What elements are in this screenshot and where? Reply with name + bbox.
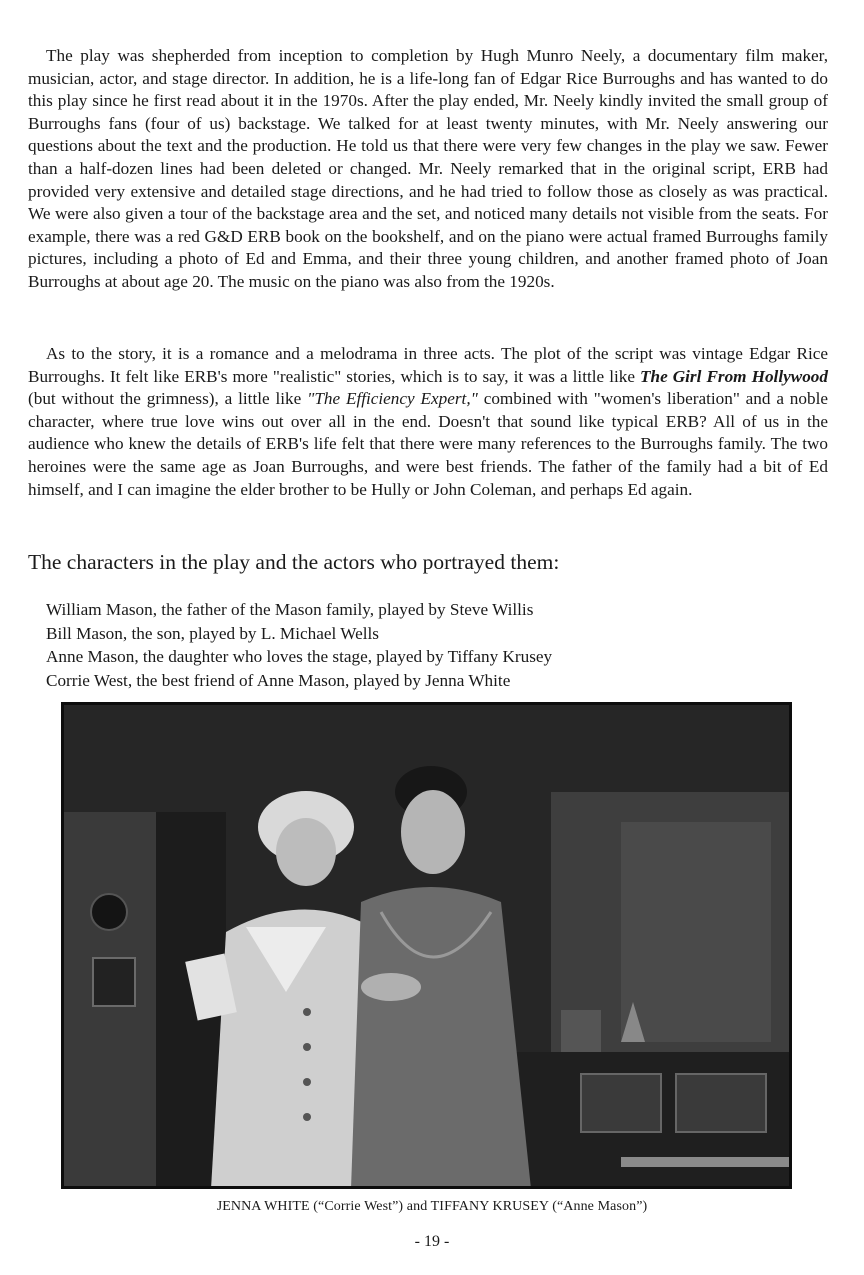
paragraph-production <box>28 45 828 294</box>
cast-item-anne-mason: Anne Mason, the daughter who loves the stage, played by Tiffany Krusey <box>46 647 553 666</box>
paragraph-production-text: The play was shepherded from inception to completion by Hugh Munro Neely, a documentary film maker, musician, actor, and stage director. In addition, he is a life-long fan of Edgar Rice Burroughs and has wanted to do this play since he first read about it in the 1970s. After the play ended, Mr. Neely kindly invited the small group of Burroughs fans (four of us) backstage. We talked for at least twenty minutes, with Mr. Neely answering our questions about the text and the production. He told us that there were very few changes in the play we saw. Fewer than a half-dozen lines had been deleted or changed. Mr. Neely remarked that in the original script, ERB had provided very extensive and detailed stage directions, and he had tried to follow those as closely as was practical. We were also given a tour of the backstage area and the set, and noticed many details not visible from the seats. For example, there was a red G&D ERB book on the bookshelf, and on the piano were actual framed Burroughs family pictures, including a photo of Ed and Emma, and their three young children, and another framed photo of Joan Burroughs at about age 20. The music on the piano was also from the 1920s. <box>28 46 828 291</box>
paragraph-story-text-1: As to the story, it is a romance and a melodrama in three acts. The plot of the script was vintage Edgar Rice Burroughs. It felt like ERB's more "realistic" stories, which is to say, it was a little like <box>28 344 828 386</box>
book-title-girl-from-hollywood: The Girl From Hollywood <box>640 366 828 386</box>
paragraph-story <box>28 343 828 501</box>
production-photo <box>61 702 792 1189</box>
cast-item-corrie-west: Corrie West, the best friend of Anne Mason, played by Jenna White <box>46 670 511 690</box>
production-photo-illustration <box>61 702 792 1189</box>
cast-item-william-mason: William Mason, the father of the Mason family, played by Steve Willis <box>46 600 534 619</box>
page-number: - 19 - <box>414 1233 450 1250</box>
book-title-efficiency-expert: "The Efficiency Expert," <box>307 389 478 409</box>
cast-heading: The characters in the play and the actors who portrayed them: <box>28 550 560 574</box>
cast-item-bill-mason: Bill Mason, the son, played by L. Michael Wells <box>46 623 379 643</box>
paragraph-story-text-3: combined with "women's liberation" and a noble character, where true love wins out over all in the end. Doesn't that sound like typical ERB? All of us in the audience who knew the details of ERB's life felt that there were many references to the Burroughs family. The two heroines were the same age as Joan Burroughs, and were best friends. The father of the family had a bit of Ed himself, and I can imagine the elder brother to be Hully or John Coleman, and perhaps Ed again. <box>28 389 828 499</box>
paragraph-story-text-2: (but without the grimness), a little like <box>28 389 308 409</box>
photo-caption: JENNA WHITE (“Corrie West”) and TIFFANY KRUSEY (“Anne Mason”) <box>216 1199 648 1214</box>
cast-list <box>46 598 552 692</box>
